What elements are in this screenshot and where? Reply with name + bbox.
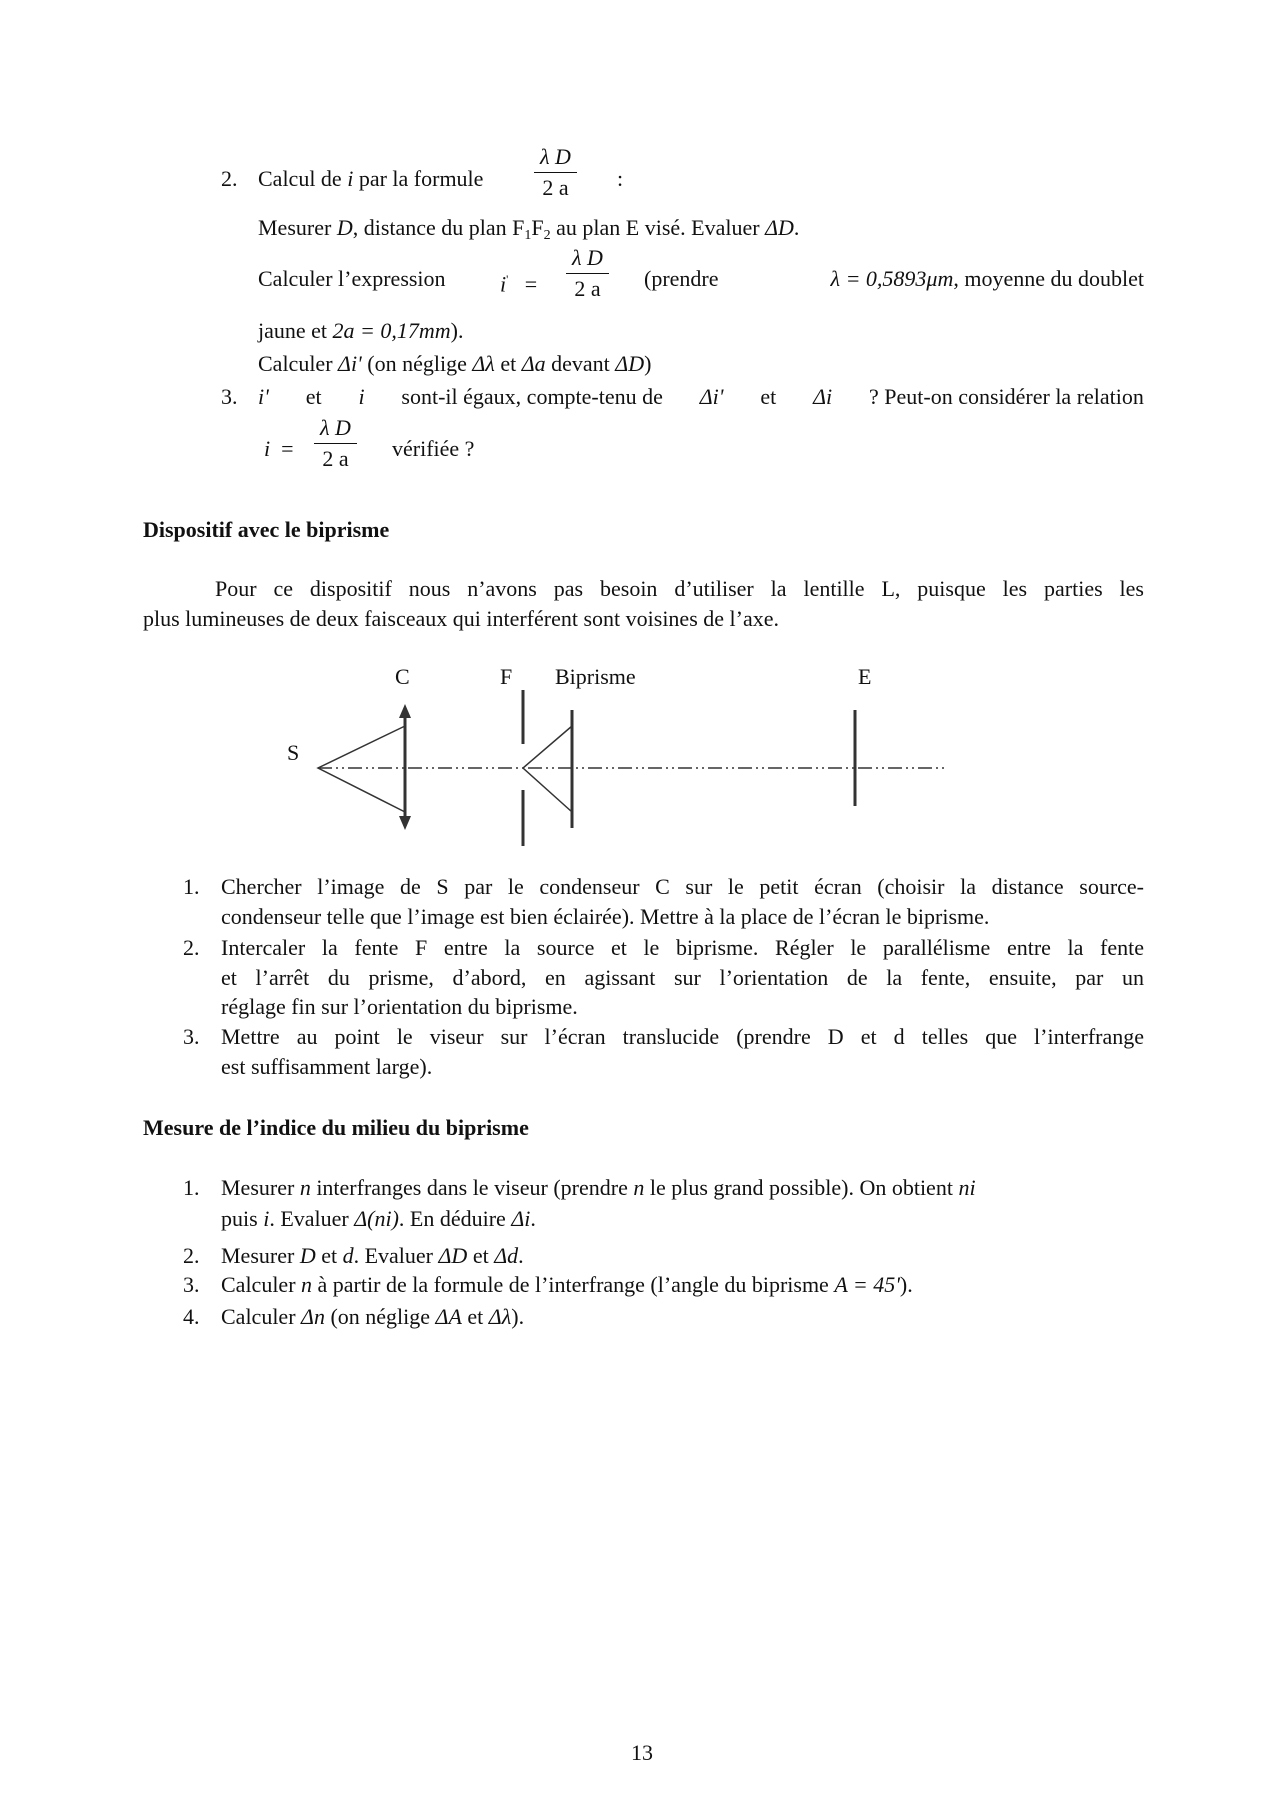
beam-cone-source — [318, 726, 405, 812]
label-ecran: E — [858, 664, 872, 689]
text-line: Calculer l’expression — [258, 266, 446, 291]
step-line: réglage fin sur l’orientation du biprisme. — [221, 994, 578, 1019]
math-i-eq: i = — [264, 436, 294, 461]
list-number: 2. — [183, 1243, 200, 1268]
lens-arrow-top-icon — [399, 704, 411, 718]
step-line: Mesurer n interfranges dans le viseur (prendre n le plus grand possible). On obtient ni — [221, 1175, 976, 1200]
list-number: 3. — [183, 1024, 200, 1049]
beam-cone-slit — [523, 726, 572, 812]
step-line: condenseur telle que l’image est bien éclairée). Mettre à la place de l’écran le biprisme. — [221, 904, 990, 929]
list-number: 2. — [183, 935, 200, 960]
math-i-prime: i' = — [500, 271, 538, 297]
step-line: Chercher l’image de S par le condenseur C sur le petit écran (choisir la distance source- — [221, 874, 1144, 899]
list-number: 4. — [183, 1304, 200, 1329]
list-number: 3. — [221, 384, 238, 409]
section-heading: Dispositif avec le biprisme — [143, 517, 390, 542]
text-verifiee: vérifiée ? — [392, 436, 475, 461]
text-line: Calculer Δi' (on néglige Δλ et Δa devant ΔD) — [258, 351, 652, 376]
colon: : — [617, 166, 624, 191]
list-number: 1. — [183, 874, 200, 899]
step-line: puis i. Evaluer Δ(ni). En déduire Δi. — [221, 1206, 536, 1231]
lens-arrow-bottom-icon — [399, 816, 411, 830]
list-number: 2. — [221, 166, 238, 191]
list-number: 1. — [183, 1175, 200, 1200]
section-heading: Mesure de l’indice du milieu du biprisme — [143, 1115, 529, 1140]
text-line: Mesurer D, distance du plan $F_1F_2$ au plan E visé. Evaluer ΔD. — [258, 215, 800, 243]
text-line: i' et i sont-il égaux, compte-tenu de Δi' et Δi ? Peut-on considérer la relation — [258, 384, 1144, 409]
text-line: jaune et 2a = 0,17mm). — [258, 318, 464, 343]
text-line: (prendre λ = 0,5893μm, moyenne du doublet — [644, 266, 1144, 291]
label-fente: F — [500, 664, 513, 689]
paragraph-line: Pour ce dispositif nous n’avons pas besoin d’utiliser la lentille L, puisque les parties les — [215, 576, 1144, 601]
step-line: et l’arrêt du prisme, d’abord, en agissant sur l’orientation de la fente, ensuite, par un — [221, 965, 1144, 990]
step-line: Calculer n à partir de la formule de l’interfrange (l’angle du biprisme A = 45'). — [221, 1272, 913, 1297]
step-line: Mesurer D et d. Evaluer ΔD et Δd. — [221, 1243, 524, 1268]
paragraph-line: plus lumineuses de deux faisceaux qui interférent sont voisines de l’axe. — [143, 606, 779, 631]
formula-fraction: $\frac{\text{λ D}}{2 a}$ — [314, 416, 357, 471]
step-line: Mettre au point le viseur sur l’écran translucide (prendre D et d telles que l’interfrange — [221, 1024, 1144, 1049]
label-source: S — [287, 740, 300, 765]
text-line: Calcul de i par la formule — [258, 166, 484, 191]
step-line: est suffisamment large). — [221, 1054, 433, 1079]
step-line: Calculer Δn (on néglige ΔA et Δλ). — [221, 1304, 525, 1329]
step-line: Intercaler la fente F entre la source et le biprisme. Régler le parallélisme entre la fente — [221, 935, 1144, 960]
label-condenseur: C — [395, 664, 410, 689]
label-biprisme: Biprisme — [555, 664, 636, 689]
formula-fraction: $\frac{\text{λ D}}{2 a}$ — [534, 145, 577, 200]
list-number: 3. — [183, 1272, 200, 1297]
page-number: 13 — [631, 1740, 653, 1765]
formula-fraction: $\frac{\text{λ D}}{2 a}$ — [566, 246, 609, 301]
